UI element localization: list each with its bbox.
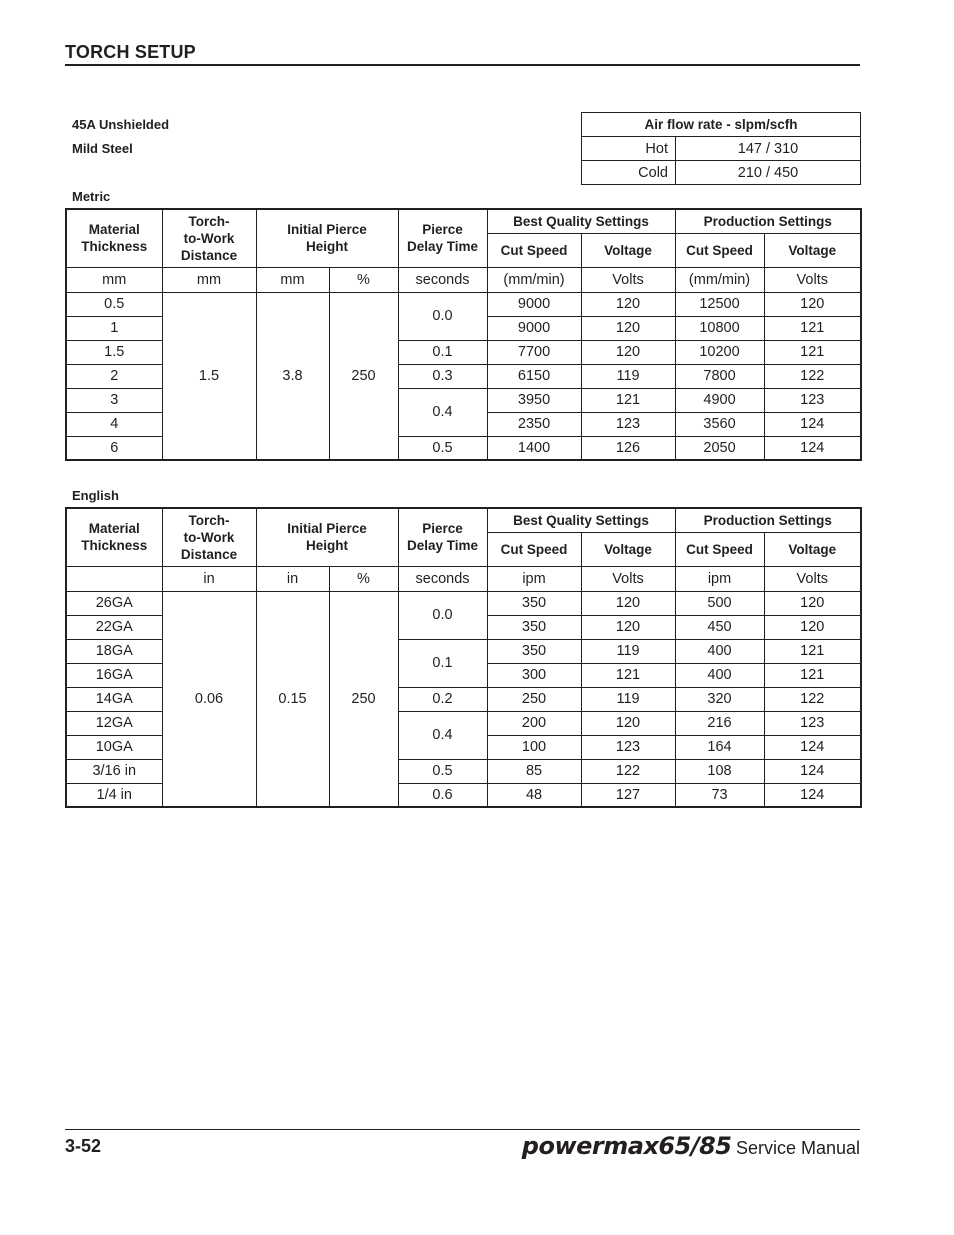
p-volt-cell: 120: [764, 591, 861, 615]
bq-volt-cell: 127: [581, 783, 675, 807]
thickness-cell: 18GA: [66, 639, 162, 663]
section-title: TORCH SETUP: [65, 42, 196, 62]
airflow-cold-label: Cold: [582, 161, 676, 185]
p-speed-cell: 400: [675, 639, 764, 663]
bq-speed-cell: 1400: [487, 436, 581, 460]
bq-volt-cell: 120: [581, 615, 675, 639]
p-speed-cell: 500: [675, 591, 764, 615]
pierce-percent-cell: 250: [329, 591, 398, 807]
bq-speed-cell: 250: [487, 687, 581, 711]
col-p-voltage: Voltage: [764, 233, 861, 267]
pierce-height-cell: 3.8: [256, 292, 329, 460]
delay-cell: 0.4: [398, 388, 487, 436]
unit-cell: mm: [256, 267, 329, 292]
bq-speed-cell: 3950: [487, 388, 581, 412]
p-volt-cell: 121: [764, 639, 861, 663]
col-pierce-delay: Pierce Delay Time: [398, 209, 487, 267]
delay-cell: 0.3: [398, 364, 487, 388]
unit-cell: in: [256, 566, 329, 591]
thickness-cell: 14GA: [66, 687, 162, 711]
col-material-thickness: Material Thickness: [66, 508, 162, 566]
bq-volt-cell: 119: [581, 639, 675, 663]
p-volt-cell: 124: [764, 783, 861, 807]
p-volt-cell: 124: [764, 735, 861, 759]
bq-volt-cell: 122: [581, 759, 675, 783]
p-volt-cell: 124: [764, 436, 861, 460]
table-row: [66, 292, 861, 316]
bq-volt-cell: 119: [581, 687, 675, 711]
material-label: Mild Steel: [72, 141, 133, 156]
process-label: 45A Unshielded: [72, 117, 170, 132]
unit-cell: seconds: [398, 566, 487, 591]
thickness-cell: 12GA: [66, 711, 162, 735]
delay-cell: 0.6: [398, 783, 487, 807]
header-rule: [65, 64, 860, 66]
p-speed-cell: 108: [675, 759, 764, 783]
unit-cell: Volts: [581, 566, 675, 591]
delay-cell: 0.0: [398, 591, 487, 639]
bq-speed-cell: 6150: [487, 364, 581, 388]
thickness-cell: 6: [66, 436, 162, 460]
brand-logo: powermax65/85: [521, 1132, 732, 1160]
pierce-height-cell: 0.15: [256, 591, 329, 807]
bq-volt-cell: 121: [581, 663, 675, 687]
col-bq-cut-speed: Cut Speed: [487, 233, 581, 267]
unit-cell: Volts: [764, 267, 861, 292]
col-production: Production Settings: [675, 508, 861, 532]
p-speed-cell: 3560: [675, 412, 764, 436]
thickness-cell: 10GA: [66, 735, 162, 759]
unit-cell: in: [162, 566, 256, 591]
p-speed-cell: 12500: [675, 292, 764, 316]
bq-volt-cell: 121: [581, 388, 675, 412]
airflow-hot-value: 147 / 310: [676, 137, 861, 161]
col-best-quality: Best Quality Settings: [487, 209, 675, 233]
bq-speed-cell: 200: [487, 711, 581, 735]
torch-to-work-cell: 0.06: [162, 591, 256, 807]
unit-cell: (mm/min): [675, 267, 764, 292]
col-bq-cut-speed: Cut Speed: [487, 532, 581, 566]
units-row: [66, 267, 861, 292]
bq-speed-cell: 350: [487, 615, 581, 639]
p-speed-cell: 73: [675, 783, 764, 807]
delay-cell: 0.1: [398, 639, 487, 687]
airflow-title: Air flow rate - slpm/scfh: [582, 113, 861, 137]
unit-cell: Volts: [581, 267, 675, 292]
thickness-cell: 4: [66, 412, 162, 436]
bq-speed-cell: 7700: [487, 340, 581, 364]
pierce-percent-cell: 250: [329, 292, 398, 460]
p-speed-cell: 4900: [675, 388, 764, 412]
p-speed-cell: 10800: [675, 316, 764, 340]
thickness-cell: 1/4 in: [66, 783, 162, 807]
delay-cell: 0.5: [398, 436, 487, 460]
bq-volt-cell: 120: [581, 292, 675, 316]
p-volt-cell: 123: [764, 711, 861, 735]
unit-cell: [66, 566, 162, 591]
col-torch-to-work: Torch- to-Work Distance: [162, 209, 256, 267]
p-volt-cell: 123: [764, 388, 861, 412]
thickness-cell: 16GA: [66, 663, 162, 687]
col-torch-to-work: Torch- to-Work Distance: [162, 508, 256, 566]
torch-to-work-cell: 1.5: [162, 292, 256, 460]
p-volt-cell: 122: [764, 364, 861, 388]
unit-cell: ipm: [487, 566, 581, 591]
table-row: [582, 137, 861, 161]
col-bq-voltage: Voltage: [581, 532, 675, 566]
unit-cell: (mm/min): [487, 267, 581, 292]
col-production: Production Settings: [675, 209, 861, 233]
col-p-voltage: Voltage: [764, 532, 861, 566]
p-volt-cell: 121: [764, 663, 861, 687]
bq-speed-cell: 350: [487, 591, 581, 615]
p-speed-cell: 450: [675, 615, 764, 639]
table-row: [66, 591, 861, 615]
thickness-cell: 22GA: [66, 615, 162, 639]
unit-cell: %: [329, 566, 398, 591]
bq-speed-cell: 300: [487, 663, 581, 687]
bq-volt-cell: 120: [581, 591, 675, 615]
p-volt-cell: 124: [764, 412, 861, 436]
unit-cell: Volts: [764, 566, 861, 591]
bq-volt-cell: 123: [581, 412, 675, 436]
bq-speed-cell: 85: [487, 759, 581, 783]
p-speed-cell: 164: [675, 735, 764, 759]
col-p-cut-speed: Cut Speed: [675, 233, 764, 267]
english-table: [65, 507, 862, 808]
p-volt-cell: 120: [764, 292, 861, 316]
col-bq-voltage: Voltage: [581, 233, 675, 267]
bq-speed-cell: 9000: [487, 292, 581, 316]
bq-volt-cell: 120: [581, 711, 675, 735]
delay-cell: 0.2: [398, 687, 487, 711]
units-row: [66, 566, 861, 591]
thickness-cell: 26GA: [66, 591, 162, 615]
airflow-table: [581, 112, 861, 185]
unit-cell: mm: [162, 267, 256, 292]
p-speed-cell: 400: [675, 663, 764, 687]
col-p-cut-speed: Cut Speed: [675, 532, 764, 566]
english-label: English: [72, 488, 119, 503]
thickness-cell: 0.5: [66, 292, 162, 316]
p-speed-cell: 216: [675, 711, 764, 735]
bq-volt-cell: 120: [581, 340, 675, 364]
p-volt-cell: 122: [764, 687, 861, 711]
airflow-hot-label: Hot: [582, 137, 676, 161]
col-pierce-delay: Pierce Delay Time: [398, 508, 487, 566]
bq-volt-cell: 126: [581, 436, 675, 460]
unit-cell: mm: [66, 267, 162, 292]
p-volt-cell: 121: [764, 316, 861, 340]
p-speed-cell: 7800: [675, 364, 764, 388]
bq-volt-cell: 120: [581, 316, 675, 340]
thickness-cell: 3: [66, 388, 162, 412]
unit-cell: seconds: [398, 267, 487, 292]
col-best-quality: Best Quality Settings: [487, 508, 675, 532]
bq-speed-cell: 48: [487, 783, 581, 807]
bq-speed-cell: 9000: [487, 316, 581, 340]
delay-cell: 0.0: [398, 292, 487, 340]
bq-speed-cell: 350: [487, 639, 581, 663]
p-speed-cell: 2050: [675, 436, 764, 460]
p-volt-cell: 120: [764, 615, 861, 639]
bq-volt-cell: 123: [581, 735, 675, 759]
thickness-cell: 1: [66, 316, 162, 340]
col-initial-pierce-height: Initial Pierce Height: [256, 508, 398, 566]
p-volt-cell: 124: [764, 759, 861, 783]
thickness-cell: 2: [66, 364, 162, 388]
footer-title: [522, 1132, 860, 1160]
airflow-cold-value: 210 / 450: [676, 161, 861, 185]
p-speed-cell: 320: [675, 687, 764, 711]
unit-cell: %: [329, 267, 398, 292]
delay-cell: 0.5: [398, 759, 487, 783]
delay-cell: 0.1: [398, 340, 487, 364]
unit-cell: ipm: [675, 566, 764, 591]
col-material-thickness: Material Thickness: [66, 209, 162, 267]
table-row: [582, 161, 861, 185]
col-initial-pierce-height: Initial Pierce Height: [256, 209, 398, 267]
footer-rule: [65, 1129, 860, 1130]
metric-table: [65, 208, 862, 461]
metric-label: Metric: [72, 189, 111, 204]
thickness-cell: 1.5: [66, 340, 162, 364]
p-speed-cell: 10200: [675, 340, 764, 364]
thickness-cell: 3/16 in: [66, 759, 162, 783]
bq-volt-cell: 119: [581, 364, 675, 388]
p-volt-cell: 121: [764, 340, 861, 364]
delay-cell: 0.4: [398, 711, 487, 759]
manual-label: Service Manual: [735, 1138, 860, 1158]
bq-speed-cell: 100: [487, 735, 581, 759]
bq-speed-cell: 2350: [487, 412, 581, 436]
page-number: 3-52: [65, 1136, 102, 1156]
